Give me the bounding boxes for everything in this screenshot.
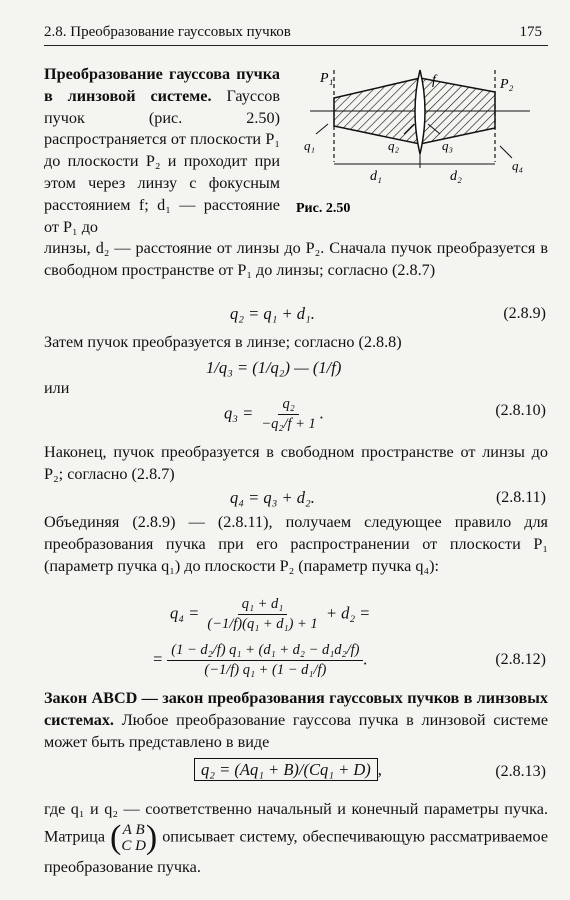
eq-2-8-10-numerator: q₂ (278, 396, 298, 415)
equation-number-2-8-12: (2.8.12) (495, 651, 546, 668)
matrix-a: A (122, 822, 132, 838)
eq-2-8-12-numerator-2: (1 − d₂/f) q₁ + (d₁ + d₂ − d₁d₂/f) (167, 642, 363, 661)
paragraph-1: линзы, d₂ — расстояние от линзы до P₂. Сначала пучок преобразуется в свободном пространстве от P₁ до линзы; согласно (2.8.7) (44, 239, 548, 279)
equation-2-8-13 (194, 760, 382, 780)
equation-2-8-12-line2 (152, 642, 368, 679)
paragraph-5 (44, 688, 548, 753)
label-q2: q₂ (388, 138, 400, 153)
equation-lens: 1/q₃ = (1/q₂) — (1/f) (206, 358, 342, 377)
label-p1: P₁ (320, 71, 334, 86)
eq-2-8-12-denominator-1: (−1/f)(q₁ + d₁) + 1 (207, 616, 318, 632)
paragraph-4: Объединяя (2.8.9) — (2.8.11), получаем следующее правило для преобразования пучка при его распространении от плоскости P₁ (параметр пучка q₁) до плоскости P₂ (параметр пучка q₄): (44, 513, 548, 575)
label-q3: q₃ (442, 138, 454, 153)
paragraph-6 (44, 796, 548, 880)
equation-2-8-9: q₂ = q₁ + d₁. (230, 304, 315, 323)
equation-2-8-10 (224, 396, 324, 433)
paragraph-2: Затем пучок преобразуется в линзе; согласно (2.8.8) (44, 333, 402, 351)
eq-2-8-12-denominator-2: (−1/f) q₁ + (1 − d₁/f) (204, 662, 327, 678)
label-d2: d₂ (450, 169, 462, 184)
paragraph-3: Наконец, пучок преобразуется в свободном пространстве от линзы до P₂; согласно (2.8.7) (44, 443, 548, 483)
intro-paragraph (44, 64, 280, 238)
equation-number-2-8-10: (2.8.10) (495, 402, 546, 419)
eq-2-8-12-tail-2: . (363, 649, 368, 669)
law-text: Любое преобразование гауссова пучка в линзовой системе может быть представлено в виде (44, 710, 549, 751)
matrix-c: C (121, 838, 132, 854)
eq-2-8-12-fraction-1 (203, 596, 321, 633)
equation-number-2-8-9: (2.8.9) (503, 305, 546, 322)
label-q4: q₄ (512, 158, 524, 173)
equation-number-2-8-13: (2.8.13) (495, 763, 546, 780)
label-q1: q₁ (304, 138, 316, 153)
page-number: 175 (519, 24, 542, 40)
equation-2-8-11: q₄ = q₃ + d₂. (230, 488, 315, 507)
eq-2-8-12-lhs: q₄ = (170, 603, 200, 623)
eq-2-8-10-lhs: q₃ = (224, 403, 254, 423)
eq-2-8-13-boxed-formula: q₂ = (Aq₁ + B)/(Cq₁ + D) (194, 758, 378, 781)
eq-2-8-10-tail: . (319, 403, 324, 423)
word-or: или (44, 379, 70, 397)
label-p2: P₂ (500, 77, 514, 92)
abcd-matrix: (A B C D) (109, 819, 158, 856)
paragraph-6-start: где q₁ и q₂ — соответственно начальный и конечный параметры пучка. Матрица (44, 800, 548, 846)
paragraph-6-end: описывает систему, обеспечивающую рассматриваемое преобразование пучка. (44, 827, 548, 876)
eq-2-8-10-denominator: −q₂/f + 1 (261, 416, 316, 432)
eq-2-8-12-fraction-2 (167, 642, 363, 679)
figure-beam-lens (290, 62, 540, 222)
equation-number-2-8-11: (2.8.11) (495, 489, 546, 506)
figure-caption: Рис. 2.50 (296, 201, 351, 216)
law-heading: Закон ABCD — закон преобразования гауссовых пучков в линзовых системах. (44, 689, 548, 729)
eq-2-8-12-numerator-1: q₁ + d₁ (238, 596, 288, 615)
label-f: f (432, 73, 436, 88)
section-heading: Преобразование гауссова пучка в линзовой системе. (44, 65, 280, 105)
running-title: 2.8. Преобразование гауссовых пучков (44, 24, 291, 40)
eq-2-8-10-fraction (257, 396, 319, 433)
label-d1: d₁ (370, 169, 382, 184)
equation-2-8-12-line1 (170, 596, 370, 633)
eq-2-8-13-tail: , (377, 760, 382, 779)
matrix-d: D (135, 838, 146, 854)
header-rule (44, 45, 548, 46)
intro-text: Гауссов пучок (рис. 2.50) распространяется от плоскости P₁ до плоскости P₂ и проходит при этом через линзу с фокусным расстоянием f; d₁ — расстояние от P₁ до (44, 86, 280, 236)
eq-2-8-12-eq-sign: = (152, 649, 164, 669)
matrix-b: B (135, 822, 145, 838)
eq-2-8-12-tail-1: + d₂ = (325, 603, 371, 623)
